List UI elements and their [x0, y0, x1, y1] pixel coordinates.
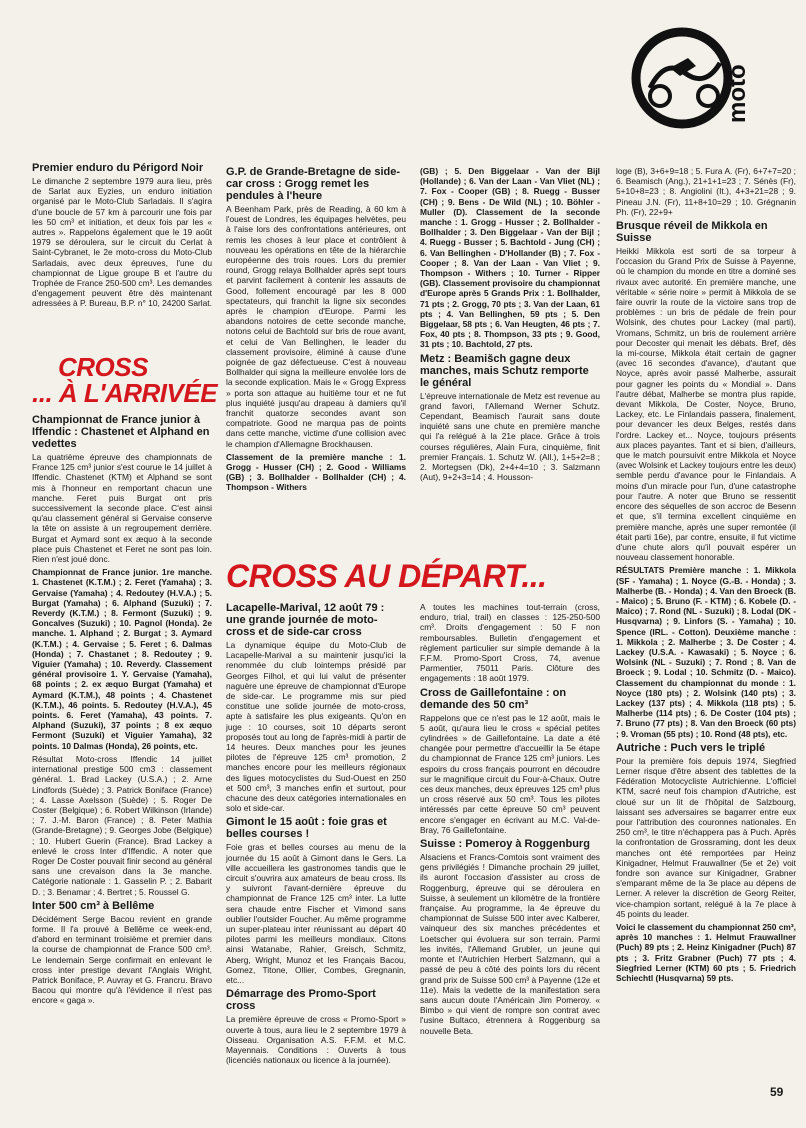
article-title: Suisse : Pomeroy à Roggenburg — [420, 838, 590, 851]
article-title: Démarrage des Promo-Sport cross — [226, 988, 376, 1013]
results-text: Voici le classement du championnat 250 cm³, après 10 manches : 1. Helmut Frauwallner (Puch) 89 pts ; 2. Heinz Kinigadner (Puch) 87 pts ; 3. Fritz Grabner (Puch) 77 pts ; 4. Siegfried Lerner (KTM) 60 pts ; 5. Friedrich Schiechtl (Husqvarna) 59 pts. — [616, 922, 796, 984]
results-text: loge (B), 3+6+9=18 ; 5. Fura A. (Fr), 6+7+7=20 ; 6. Beamisch (Ang.), 21+1+1=23 ; 7. Sénès (Fr), 5+10+8=23 ; 8. Angiolini (It.), 4+3+21=28 ; 9. Pineau J.N. (Fr), 11+8+10=29 ; 10. Grégnanin Ph. (Fr), 22+9+ — [616, 166, 796, 217]
results-text: RÉSULTATS Première manche : 1. Mikkola (SF - Yamaha) ; 1. Noyce (G.-B. - Honda) ; 3. Malherbe (B. - Honda) ; 4. Van den Broeck (B. - Maico) ; 5. Bruno (F. - KTM) ; 6. Kobele (D. - Maico) ; 7. Rond (NL - Suzuki) ; 8. Lodal (DK - Husqvarna) ; 9. Linfors (S. - Yamaha) ; 10. Spence (IRL. - Cotton). Deuxième manche : 1. Mikkola ; 2. Malherbe ; 3. De Coster ; 4. Lackey (U.S.A. - Kawasaki) ; 5. Noyce ; 6. Wolsink (NL - Suzuki) ; 7. Rond ; 8. Van de Broeck ; 9. Lodal ; 10. Schmitz (D. - Maico). Classement du championnat du monde : 1. Noyce (180 pts) ; 2. Wolsink (140 pts) ; 3. Lackey (137 pts) ; 4. Mikkola (118 pts) ; 5. Malherbe (114 pts) ; 6. De Coster (104 pts) ; 7. Bruno (77 pts) ; 8. Van den Broeck (60 pts) ; 9. Vroman (55 pts) ; 10. Rond (48 pts), etc. — [616, 565, 796, 739]
moto-magazine-logo — [610, 18, 780, 138]
article-title: Gimont le 15 août : foie gras et belles courses ! — [226, 816, 387, 841]
article-body: Alsaciens et Francs-Comtois sont vraiment des gens privilégiés ! Dimanche prochain 29 juillet, ils auront l'occasion d'assister au cross de Roggenburg, épreuve qui se déroulera en Suisse, à seulement un kilomètre de la frontière française. Au programme, la 4e épreuve du championnat de Suisse 500 inter avec Kalberer, vainqueur des six manches précédentes et Loetscher qui évoluera sur son terrain. Parmi les invités, l'Allemand Grubler, un jeune qui monte et l'Autrichien Herbert Salzmann, qui a passé de peu à côté des points lors du récent grand prix de Suisse 500 cm³ à Payenne (12e et 11e). Mais la vedette de la manifestation sera sans aucun doute l'Américain Jim Pomeroy. « Bimbo » qui vient de rompre son contrat avec l'usine Bultaco, étrennera à Roggenburg sa nouvelle Beta. — [420, 852, 600, 1036]
column-2-lower — [226, 602, 406, 1068]
results-text: (GB) ; 5. Den Biggelaar - Van der Bijl (Hollande) ; 6. Van der Laan - Van Vliet (NL) ; 7. Fox - Cooper (GB) ; 8. Ruegg - Busser (CH) ; 9. Bens - De Wild (NL) ; 10. Böhler - Muller (D). Classement de la seconde manche : 1. Grogg - Husser ; 2. Bollhalder - Bollhalder ; 3. Den Biggelaar - Van der Bijl ; 4. Ruegg - Busser ; 5. Bachtold - Jung (CH) ; 6. Van Bellinghen - D'Hollander (B) ; 7. Fox - Cooper ; 8. Van der Laan - Van Vliet ; 9. Thompson - Withers ; 10. Turner - Ripper (GB). Classement provisoire du championnat d'Europe après 5 Grands Prix : 1. Bollhalder, 71 pts ; 2. Grogg, 70 pts ; 3. Van der Laan, 61 pts ; 4. Van Bellinghen, 59 pts ; 5. Den Biggelaar, 58 pts ; 6. Van Heugten, 46 pts ; 7. Fox, 40 pts ; 8. Thompson, 33 pts ; 9. Good, 31 pts ; 10. Bachtold, 27 pts. — [420, 166, 600, 350]
article-body: La première épreuve de cross « Promo-Sport » ouverte à tous, aura lieu le 2 septembre 1979 à Oisseau. Organisation A.S. F.F.M. et M.C. Mayennais. Conditions : Ouverts à tous (licenciés nationaux ou licence à la journée). — [226, 1014, 406, 1066]
article-body: A toutes les machines tout-terrain (cross, enduro, trial, trail) en classes : 125-250-500 cm³. Droits d'engagement : 50 F non remboursables. Bulletin d'engagement et règlement particulier sur simple demande à la F.F.M. Promo-Sport Cross, 74, avenue Parmentier, 75011 Paris. Clôture des engagements : 18 août 1979. — [420, 602, 600, 684]
headline-a-larrivee: ... À L'ARRIVÉE — [32, 378, 218, 408]
article-body: La dynamique équipe du Moto-Club de Lacapelle-Marival a su maintenir jusqu'ici la renommée du club lointemps présidé par Georges Filhol, et qui lui valut de présenter naguère une épreuve de championnat d'Europe de side-car. Le programme mis sur pied constitue une solide journée de moto-cross, apte à satisfaire les plus exigeants. Qu'on en juge : 10 courses, soit 10 départs seront proposés tout au long de l'après-midi à partir de 14 heures. Deux manches pour les jeunes pilotes de l'épreuve 125 cm³ promotion, 2 manches encore pour les meilleurs régionaux des ligues motocyclistes du Sud-Ouest en 250 et 500 cm³, 3 manches enfin et surtout, pour chacune des deux catégories internationales en solo et side-car. — [226, 640, 406, 814]
article-title: Lacapelle-Marival, 12 août 79 : une grande journée de moto-cross et de side-car cross — [226, 602, 385, 638]
logo-text: moto — [724, 64, 751, 123]
column-3 — [420, 166, 600, 485]
headline-cross-au-depart: CROSS AU DÉPART... — [226, 558, 547, 594]
results-text: Résultat Moto-cross Iffendic 14 juillet international prestige 500 cm3 : classement général. 1. Brad Lackey (U.S.A.) ; 2. Arne Lindfords (Suède) ; 3. Patrick Boniface (France) ; 4. Lasse Axelsson (Suède) ; 5. Roger De Coster (Belgique) ; 6. Robert Wilkinson (Irlande) ; 7. J.-M. Baron (France) ; 8. Peter Mathia (Grande-Bretagne) ; 9. Georges Jobe (Belgique) ; 10. Hubert Guerin (France). Brad Lackey a enlevé le cross Inter d'Iffendic. A noter que Roger De Coster pouvait finir second au général sans une crevaison dans la 3e manche. Catégorie nationale : 1. Gasselin P. ; 2. Babarit D. ; 3. Benamar ; 4. Bertret ; 5. Roussel G. — [32, 753, 212, 897]
article-body: Rappelons que ce n'est pas le 12 août, mais le 5 août, qu'aura lieu le cross « spécial petites cylindrées » de Gaillefontaine. La date a été changée pour permettre d'accueillir la 5e étape du championnat de France 125 cm³ juniors. Les espoirs du cross français pourront en découdre sur le magnifique circuit du Four-à-Chaux. Outre ces deux manches, deux épreuves 125 cm³ plus un cross réservé aux 50 cm³. Tous les pilotes intéressés par cette épreuve 50 cm³ peuvent encore s'engager en écrivant au M.C. Val-de-Bray, 76 Gaillefontaine. — [420, 712, 600, 835]
results-text: Championnat de France junior. 1re manche. 1. Chastenet (K.T.M.) ; 2. Feret (Yamaha) ; 3. Gervaise (Yamaha) ; 4. Redoutey (H.V.A.) ; 5. Burgat (Yamaha) ; 6. Alphand (Suzuki) ; 7. Reverdy (K.T.M.) ; 8. Fermont (Suzuki) ; 9. Goncalves (Suzuki) ; 10. Pagnol (Honda). 2e manche. 1. Alphand ; 2. Burgat ; 3. Aymard (K.T.M.) ; 4. Gervaise ; 5. Feret ; 6. Dalmas (Honda) ; 7. Chastanet ; 8. Redoutey ; 9. Viguier (Yamaha) ; 10. Reverdy. Classement général provisoire 1. Y. Gervaise (Yamaha), 68 points ; 2. ex æquo Burgat (Yamaha) et Aymard (K.T.M.), 48 points ; 4. Chastenet (K.T.M.), 46 points. 5. Redoutey (H.V.A.), 45 points. 6. Feret (Yamaha), 43 points. 7. Alphand (Suzuki), 37 points ; 8 ex æquo Fermont (Suzuki) et Viguier Yamaha), 32 points. 10 Dalmas (Honda), 26 points, etc. — [32, 567, 212, 751]
article-body: L'épreuve internationale de Metz est revenue au grand favori, l'Allemand Werner Schutz. Cependant, Beamisch l'aurait sans doute inquiété sans une chute en première manche qui l'a relégué à la 21e place. Grâce à trois courses régulières, Alain Fura, cinquième, finit premier Français. 1. Schutz W. (All.), 1+5+2=8 ; 2. Mortegsen (Dk), 2+4+4=10 ; 3. Salzmann (Aut), 9+2+3=14 ; 4. Housson- — [420, 390, 600, 483]
article-title: Metz : Beamišch gagne deux manches, mais Schutz remporte le général — [420, 352, 589, 389]
article-body: Le dimanche 2 septembre 1979 aura lieu, près de Sarlat aux Eyzies, un enduro initiation organisé par le Moto-Club Sarladais. Il s'agira d'une boucle de 57 km à parcourir une fois par les 50 cm³ et initiation, et deux fois par les « autres ». Rappelons également que le 19 août 1979 se déroulera, sur le circuit du Cerlat à Saint-Cybranet, le 2e moto-cross du Moto-Club Sarladais, avec deux épreuves, l'une du championnat de Ligue groupe B et l'autre du Trophée de France 250-500 cm³. Les demandes d'engagement peuvent être dès maintenant adressées à P. Bureau, B.P. n° 10, 24200 Sarlat. — [32, 176, 212, 309]
article-body: Pour la première fois depuis 1974, Siegfried Lerner risque d'être absent des tablettes de la Fédération Motocycliste Autrichienne. L'officiel KTM, sacré neuf fois champion d'Autriche, est cloué sur un lit de l'hôpital de Salzbourg, laissant ses adversaires se bagarrer entre eux pour l'attribution des couronnes nationales. En 250 cm³, le titre n'échappera pas à Puch. Après la confrontation de Grossraming, dont les deux manches ont été remportées par Heinz Kinigadner, Helmut Frauwallner (5e et 2e) voit fondre son avance sur Kinigadner, Grabner s'emparant même de la 3e place au dépens de Lerner. A relever la discrétion de Georg Reiter, vice-champion sortant, relégué à la 7e place à 45 points du leader. — [616, 755, 796, 919]
results-text: Classement de la première manche : 1. Grogg - Husser (CH) ; 2. Good - Williams (GB) ; 3. Bollhalder - Bollhalder (CH) ; 4. Thompson - Withers — [226, 451, 406, 493]
column-1 — [32, 162, 212, 312]
article-title: Autriche : Puch vers le triplé — [616, 741, 766, 754]
article-body: Décidément Serge Bacou revient en grande forme. Il l'a prouvé à Bellême ce week-end, d'abord en terminant troisième et premier dans la course de championnat de France 500 cm³. Le lendemain Serge confirmait en enlevant le cross inter prestige devant l'Anglais Wright, Patrick Boniface, P. Auvray et G. Francru. Bravo Bacou qui montre qu'à l'évidence il n'est pas encore « gaga ». — [32, 913, 212, 1006]
column-3-lower — [420, 602, 600, 1039]
page-number: 59 — [770, 1085, 784, 1099]
article-title: G.P. de Grande-Bretagne de side-car cross : Grogg remet les pendules à l'heure — [226, 166, 401, 202]
article-body: Foie gras et belles courses au menu de la journée du 15 août à Gimont dans le Gers. La ville accueillera les gastronomes tandis que le circuit s'ouvrira aux amateurs de beau cross. Ils y suivront l'avant-dernière épreuve du championnat de France 125 cm³ inter. La lutte sera chaude entre Fischer et Vimond sans oublier l'outsider Foucher. Au même programme un super-plateau inter réunissant au départ 40 pilotes parmi les meilleurs mondiaux. Citons ainsi Watanabe, Rahier, Greisch, Schmitz, Aberg, Wright, Munoz et les Français Bacou, Gomez, Titone, Ollier, Combes, Gregnanin, etc... — [226, 842, 406, 986]
article-title: Premier enduro du Périgord Noir — [32, 162, 204, 174]
column-4 — [616, 166, 796, 986]
article-body: La quatrième épreuve des championnats de France 125 cm³ junior s'est courue le 14 juillet à Iffendic. Chastenet (KTM) et Alphand se sont mis à l'honneur en remportant chacun une manche. Feret puis Burgat ont pris successivement la seconde place. C'est ainsi qu'au classement général si Gervaise conserve la tête on assiste à un regroupement derrière. Burgat et Aymard sont ex æquo à la seconde place puis Chastenet et Feret ne sont pas loin. Rien n'est joué donc. — [32, 452, 212, 565]
column-1-lower — [32, 414, 212, 1009]
article-title: Brusque réveil de Mikkola en Suisse — [616, 220, 768, 245]
article-title: Championnat de France junior à Iffendic : Chastenet et Alphand en vedettes — [32, 414, 210, 450]
article-title: Inter 500 cm³ à Bellême — [32, 899, 155, 912]
column-2 — [226, 166, 406, 496]
article-body: A Beenham Park, près de Reading, à 60 km à l'ouest de Londres, les équipages helvètes, peu à l'aise lors des confrontations antérieures, ont remis les choses à leur place et contrôlent à nouveau les opérations en tête de la hiérarchie européenne des trois roues. Lors du premier round, Grogg relaya Bollhalder après sept tours et parvint facilement à contenir les assauts de Good, follement encouragé par les 8 000 spectateurs, qui franchit la ligne six secondes après le champion d'Europe. Parmi les abandons notoires de cette seconde manche, notons celui de Bachtold sur bris de roue avant, et celui de Van Bellinghen, le leader du classement provisoire, éliminé à cause d'une poignée de gaz défectueuse. C'est à nouveau Bollhalder qui signa la meilleure envolée lors de la seconde explication. Mais le « Grogg Express » porta son attaque au huitième tour et ne fut plus inquiété jusqu'au drapeau à damiers qu'il franchit quatorze secondes avant son compatriote. Good ne marqua pas de points dans cette manche, victime d'une collision avec le champion d'Allemagne Brockhausen. — [226, 204, 406, 449]
article-title: Cross de Gaillefontaine : on demande des 50 cm³ — [420, 686, 567, 711]
headline-cross: CROSS — [58, 352, 148, 382]
article-body: Heikki Mikkola est sorti de sa torpeur à l'occasion du Grand Prix de Suisse à Payenne, où le champion du monde en titre a dominé ses rivaux avec autorité. En première manche, une véritable « série noire » permit à Mikkola de se faire ouvrir la route de la victoire sans trop de problèmes : un bris de pédale de frein pour Wolsink, des chutes pour Lackey (mal parti), Vromans, Schmitz, un bris de roulement arrière pour Decoster qui menait les débats. Bref, dès la mi-course, Mikkola était certain de gagner (avec 16 secondes d'avance), d'autant que Noyce, après avoir passé Malherbe, assurait pour gagner les points du « Mondial ». Dans l'autre débat, Malherbe se montra plus rapide, devant Mikkola, De Coster, Noyce, Bruno, Lackey, etc. Le Finlandais passera, finalement, pour devancer les deux Belges, restés dans l'ordre. Lackey et... Noyce, toujours présents aux places payantes. Tant et si bien, d'ailleurs, que le match poursuivit entre Mikkola et Noyce (avec Wolsink et Lackey toujours entre les deux) semble perdu d'avance pour le Finlandais. A moins d'un miracle pour l'un, d'une catastrophe pour l'autre. A noter que Bruno se ressentit encore des séquelles de son accroc de Besenn et que, s'il termina excellent cinquième en première manche, après une super remontée (il était parti 16e), par contre, ensuite, il fut victime d'une chute alors qu'il pouvait espérer un nouveau classement honorable. — [616, 246, 796, 563]
